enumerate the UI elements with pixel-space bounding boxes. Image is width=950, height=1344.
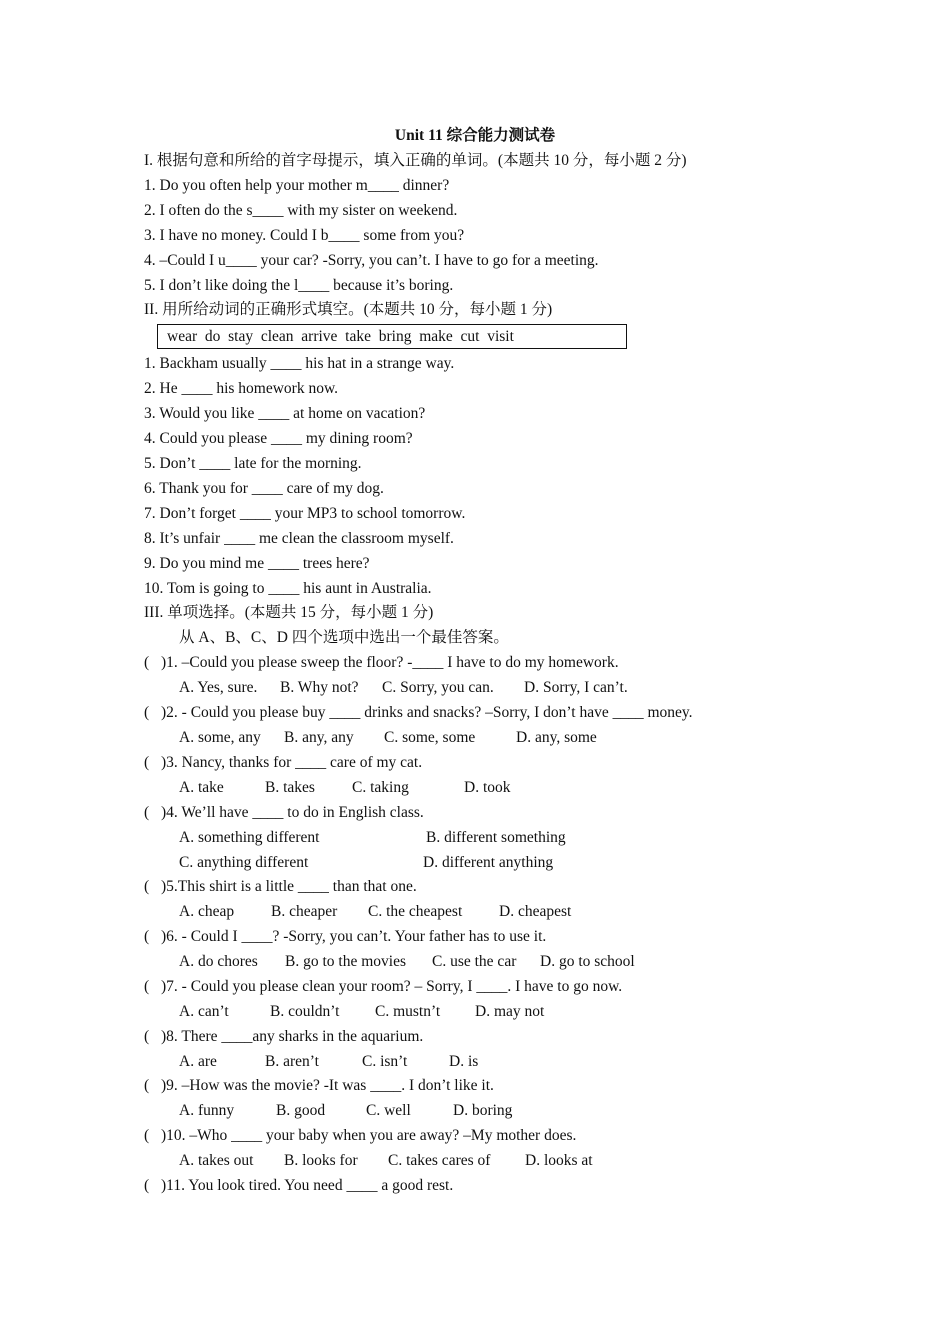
section-1-item: 3. I have no money. Could I b____ some from you? <box>144 227 465 244</box>
option-c: C. use the car <box>432 953 517 970</box>
option-a: A. something different <box>179 829 320 846</box>
question-text: )1. –Could you please sweep the floor? -____ I have to do my homework. <box>161 654 619 671</box>
option-d: D. any, some <box>516 729 597 746</box>
question-10 <box>144 1126 576 1146</box>
option-d: D. go to school <box>540 953 635 970</box>
section-1-item: 5. I don’t like doing the l____ because it’s boring. <box>144 277 454 294</box>
section-2-item: 9. Do you mind me ____ trees here? <box>144 555 370 572</box>
option-b: B. cheaper <box>271 903 338 920</box>
answer-paren: ( <box>144 1028 150 1045</box>
option-c: C. mustn’t <box>375 1003 441 1020</box>
section-2-item: 6. Thank you for ____ care of my dog. <box>144 480 384 497</box>
option-b: B. aren’t <box>265 1053 319 1070</box>
answer-paren: ( <box>144 804 150 821</box>
option-d: D. different anything <box>423 854 554 871</box>
option-d: D. may not <box>475 1003 545 1020</box>
question-7 <box>144 977 622 997</box>
option-d: D. cheapest <box>499 903 572 920</box>
question-text: )7. - Could you please clean your room? – Sorry, I ____. I have to go now. <box>161 978 623 995</box>
section-2-item: 3. Would you like ____ at home on vacation? <box>144 405 426 422</box>
option-c: C. Sorry, you can. <box>382 679 494 696</box>
section-2-item: 8. It’s unfair ____ me clean the classroom myself. <box>144 530 454 547</box>
question-2 <box>144 703 693 723</box>
option-d: D. is <box>449 1053 479 1070</box>
section-3-heading: III. 单项选择。(本题共 15 分，每小题 1 分) <box>144 604 434 621</box>
section-1-heading: I. 根据句意和所给的首字母提示，填入正确的单词。(本题共 10 分，每小题 2 分) <box>144 152 687 169</box>
option-c: C. well <box>366 1102 411 1119</box>
question-text: )5.This shirt is a little ____ than that one. <box>161 878 417 895</box>
option-b: B. good <box>276 1102 326 1119</box>
question-1 <box>144 653 619 673</box>
option-b: B. any, any <box>284 729 354 746</box>
section-1-item: 2. I often do the s____ with my sister on weekend. <box>144 202 458 219</box>
option-a: A. are <box>179 1053 217 1070</box>
word-bank-text: wear do stay clean arrive take bring make cut visit <box>167 328 514 345</box>
option-d: D. took <box>464 779 511 796</box>
question-6 <box>144 927 546 947</box>
answer-paren: ( <box>144 754 150 771</box>
question-text: )4. We’ll have ____ to do in English class. <box>161 804 424 821</box>
question-5 <box>144 877 417 897</box>
option-b: B. takes <box>265 779 315 796</box>
option-b: B. go to the movies <box>285 953 406 970</box>
question-11 <box>144 1176 453 1196</box>
option-c: C. the cheapest <box>368 903 463 920</box>
option-c: C. takes cares of <box>388 1152 491 1169</box>
option-d: D. boring <box>453 1102 513 1119</box>
question-8 <box>144 1027 423 1047</box>
option-a: A. Yes, sure. <box>179 679 258 696</box>
section-2-item: 4. Could you please ____ my dining room? <box>144 430 413 447</box>
question-text: )11. You look tired. You need ____ a good rest. <box>161 1177 454 1194</box>
option-b: B. looks for <box>284 1152 358 1169</box>
option-d: D. looks at <box>525 1152 593 1169</box>
option-c: C. anything different <box>179 854 309 871</box>
option-c: C. taking <box>352 779 409 796</box>
question-text: )10. –Who ____ your baby when you are away? –My mother does. <box>161 1127 577 1144</box>
option-a: A. some, any <box>179 729 261 746</box>
question-text: )8. There ____any sharks in the aquarium. <box>161 1028 424 1045</box>
answer-paren: ( <box>144 654 150 671</box>
option-b: B. couldn’t <box>270 1003 340 1020</box>
section-2-item: 7. Don’t forget ____ your MP3 to school tomorrow. <box>144 505 466 522</box>
question-3 <box>144 753 422 773</box>
section-2-item: 5. Don’t ____ late for the morning. <box>144 455 362 472</box>
option-b: B. Why not? <box>280 679 359 696</box>
option-b: B. different something <box>426 829 566 846</box>
option-c: C. isn’t <box>362 1053 408 1070</box>
section-2-item: 2. He ____ his homework now. <box>144 380 339 397</box>
answer-paren: ( <box>144 878 150 895</box>
page-title: Unit 11 综合能力测试卷 <box>394 127 556 144</box>
option-d: D. Sorry, I can’t. <box>524 679 628 696</box>
question-text: )2. - Could you please buy ____ drinks and snacks? –Sorry, I don’t have ____ money. <box>161 704 693 721</box>
answer-paren: ( <box>144 1077 150 1094</box>
section-1-item: 4. –Could I u____ your car? -Sorry, you can’t. I have to go for a meeting. <box>144 252 599 269</box>
answer-paren: ( <box>144 928 150 945</box>
option-a: A. do chores <box>179 953 258 970</box>
question-4 <box>144 803 424 823</box>
question-text: )6. - Could I ____? -Sorry, you can’t. Your father has to use it. <box>161 928 547 945</box>
option-c: C. some, some <box>384 729 476 746</box>
answer-paren: ( <box>144 978 150 995</box>
word-bank-box <box>157 324 627 349</box>
section-3-instruction: 从 A、B、C、D 四个选项中选出一个最佳答案。 <box>179 629 509 646</box>
option-a: A. takes out <box>179 1152 254 1169</box>
option-a: A. take <box>179 779 224 796</box>
option-a: A. can’t <box>179 1003 229 1020</box>
question-text: )9. –How was the movie? -It was ____. I don’t like it. <box>161 1077 494 1094</box>
question-text: )3. Nancy, thanks for ____ care of my cat. <box>161 754 423 771</box>
section-2-item: 1. Backham usually ____ his hat in a strange way. <box>144 355 455 372</box>
answer-paren: ( <box>144 704 150 721</box>
answer-paren: ( <box>144 1127 150 1144</box>
question-9 <box>144 1076 494 1096</box>
option-a: A. funny <box>179 1102 235 1119</box>
answer-paren: ( <box>144 1177 150 1194</box>
section-1-item: 1. Do you often help your mother m____ dinner? <box>144 177 450 194</box>
option-a: A. cheap <box>179 903 235 920</box>
section-2-heading: II. 用所给动词的正确形式填空。(本题共 10 分，每小题 1 分) <box>144 301 553 318</box>
section-2-item: 10. Tom is going to ____ his aunt in Australia. <box>144 580 432 597</box>
